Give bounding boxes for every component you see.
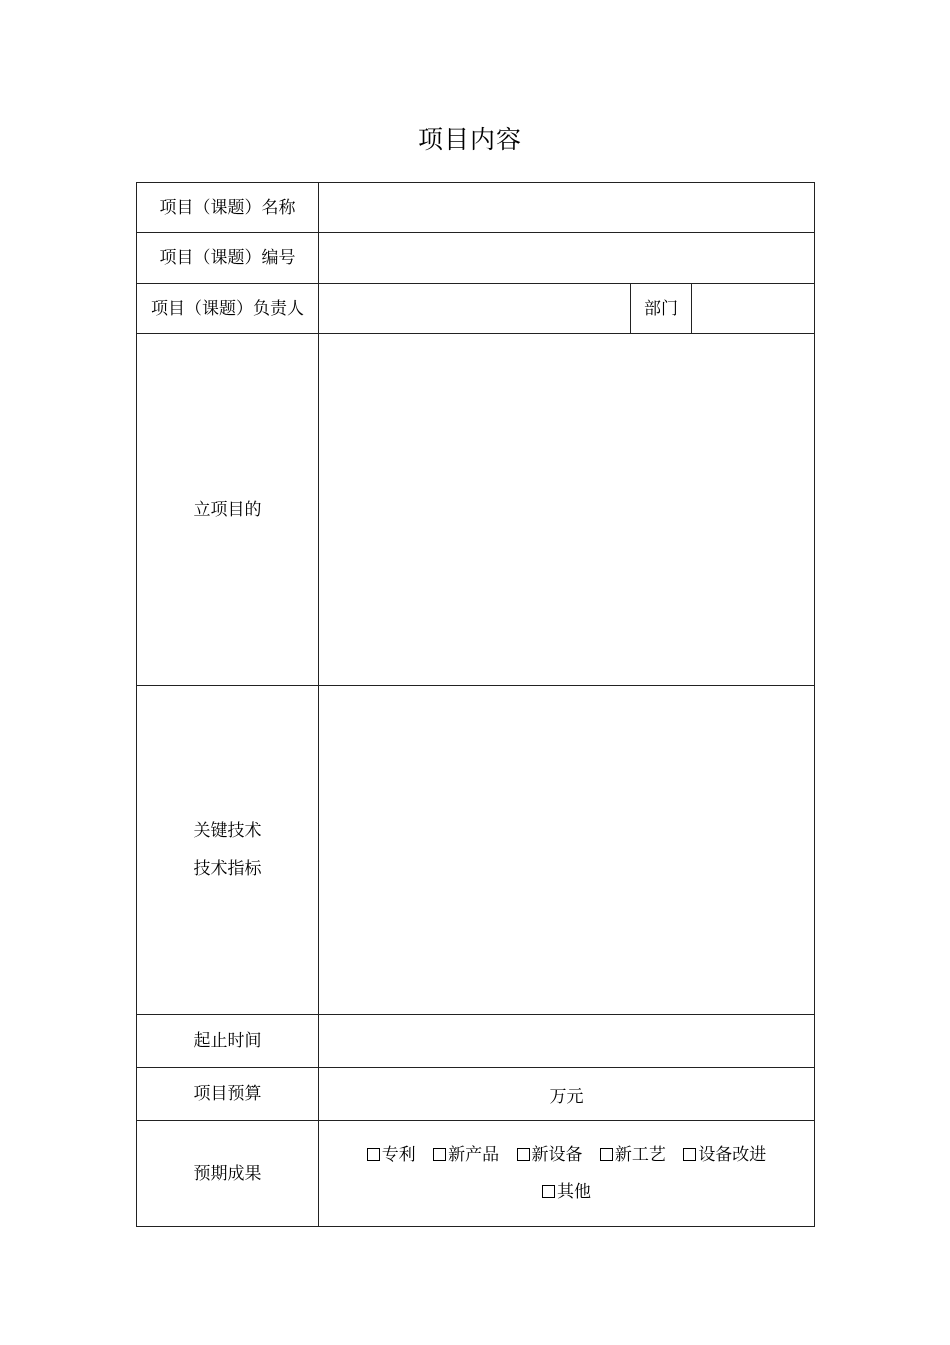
project-form-table [136, 182, 815, 1227]
project-number-label: 项目（课题）编号 [137, 233, 319, 284]
option-patent[interactable] [367, 1145, 416, 1165]
outcome-options-line2 [319, 1174, 814, 1211]
new-equipment-checkbox[interactable] [517, 1148, 530, 1161]
period-label: 起止时间 [137, 1015, 319, 1068]
department-field[interactable] [692, 284, 815, 334]
outcome-label: 预期成果 [137, 1121, 319, 1227]
option-new-equipment[interactable] [517, 1145, 583, 1165]
key-technology-label-line1: 关键技术 [193, 821, 262, 841]
department-label: 部门 [631, 284, 692, 334]
budget-unit: 万元 [549, 1086, 584, 1107]
project-name-label: 项目（课题）名称 [137, 183, 319, 233]
option-new-product-label: 新产品 [448, 1144, 500, 1165]
row-budget [137, 1068, 815, 1121]
option-patent-label: 专利 [381, 1144, 416, 1165]
page-title: 项目内容 [417, 125, 522, 154]
budget-label: 项目预算 [137, 1068, 319, 1121]
project-leader-field[interactable] [319, 284, 631, 334]
option-other-label: 其他 [557, 1181, 591, 1202]
budget-field[interactable] [319, 1068, 815, 1121]
period-field[interactable] [319, 1015, 815, 1068]
option-other[interactable] [542, 1182, 591, 1202]
option-new-equipment-label: 新设备 [531, 1144, 583, 1165]
patent-checkbox[interactable] [367, 1148, 380, 1161]
option-equipment-improvement-label: 设备改进 [698, 1144, 767, 1165]
other-checkbox[interactable] [542, 1185, 555, 1198]
option-new-process[interactable] [600, 1145, 666, 1165]
key-technology-field[interactable] [319, 686, 815, 1015]
row-project-number [137, 233, 815, 284]
purpose-field[interactable] [319, 334, 815, 686]
outcome-options [319, 1121, 815, 1227]
purpose-label: 立项目的 [137, 334, 319, 686]
row-outcome [137, 1121, 815, 1227]
row-project-name [137, 183, 815, 233]
project-name-field[interactable] [319, 183, 815, 233]
project-leader-label: 项目（课题）负责人 [137, 284, 319, 334]
option-new-process-label: 新工艺 [614, 1144, 666, 1165]
key-technology-label-line2: 技术指标 [193, 859, 262, 879]
key-technology-label [137, 686, 319, 1015]
row-purpose [137, 334, 815, 686]
row-period [137, 1015, 815, 1068]
new-product-checkbox[interactable] [433, 1148, 446, 1161]
outcome-options-line1 [319, 1137, 814, 1174]
option-new-product[interactable] [433, 1145, 499, 1165]
option-equipment-improvement[interactable] [683, 1145, 766, 1165]
equipment-improvement-checkbox[interactable] [683, 1148, 696, 1161]
row-project-leader [137, 284, 815, 334]
new-process-checkbox[interactable] [600, 1148, 613, 1161]
row-key-technology [137, 686, 815, 1015]
project-number-field[interactable] [319, 233, 815, 284]
